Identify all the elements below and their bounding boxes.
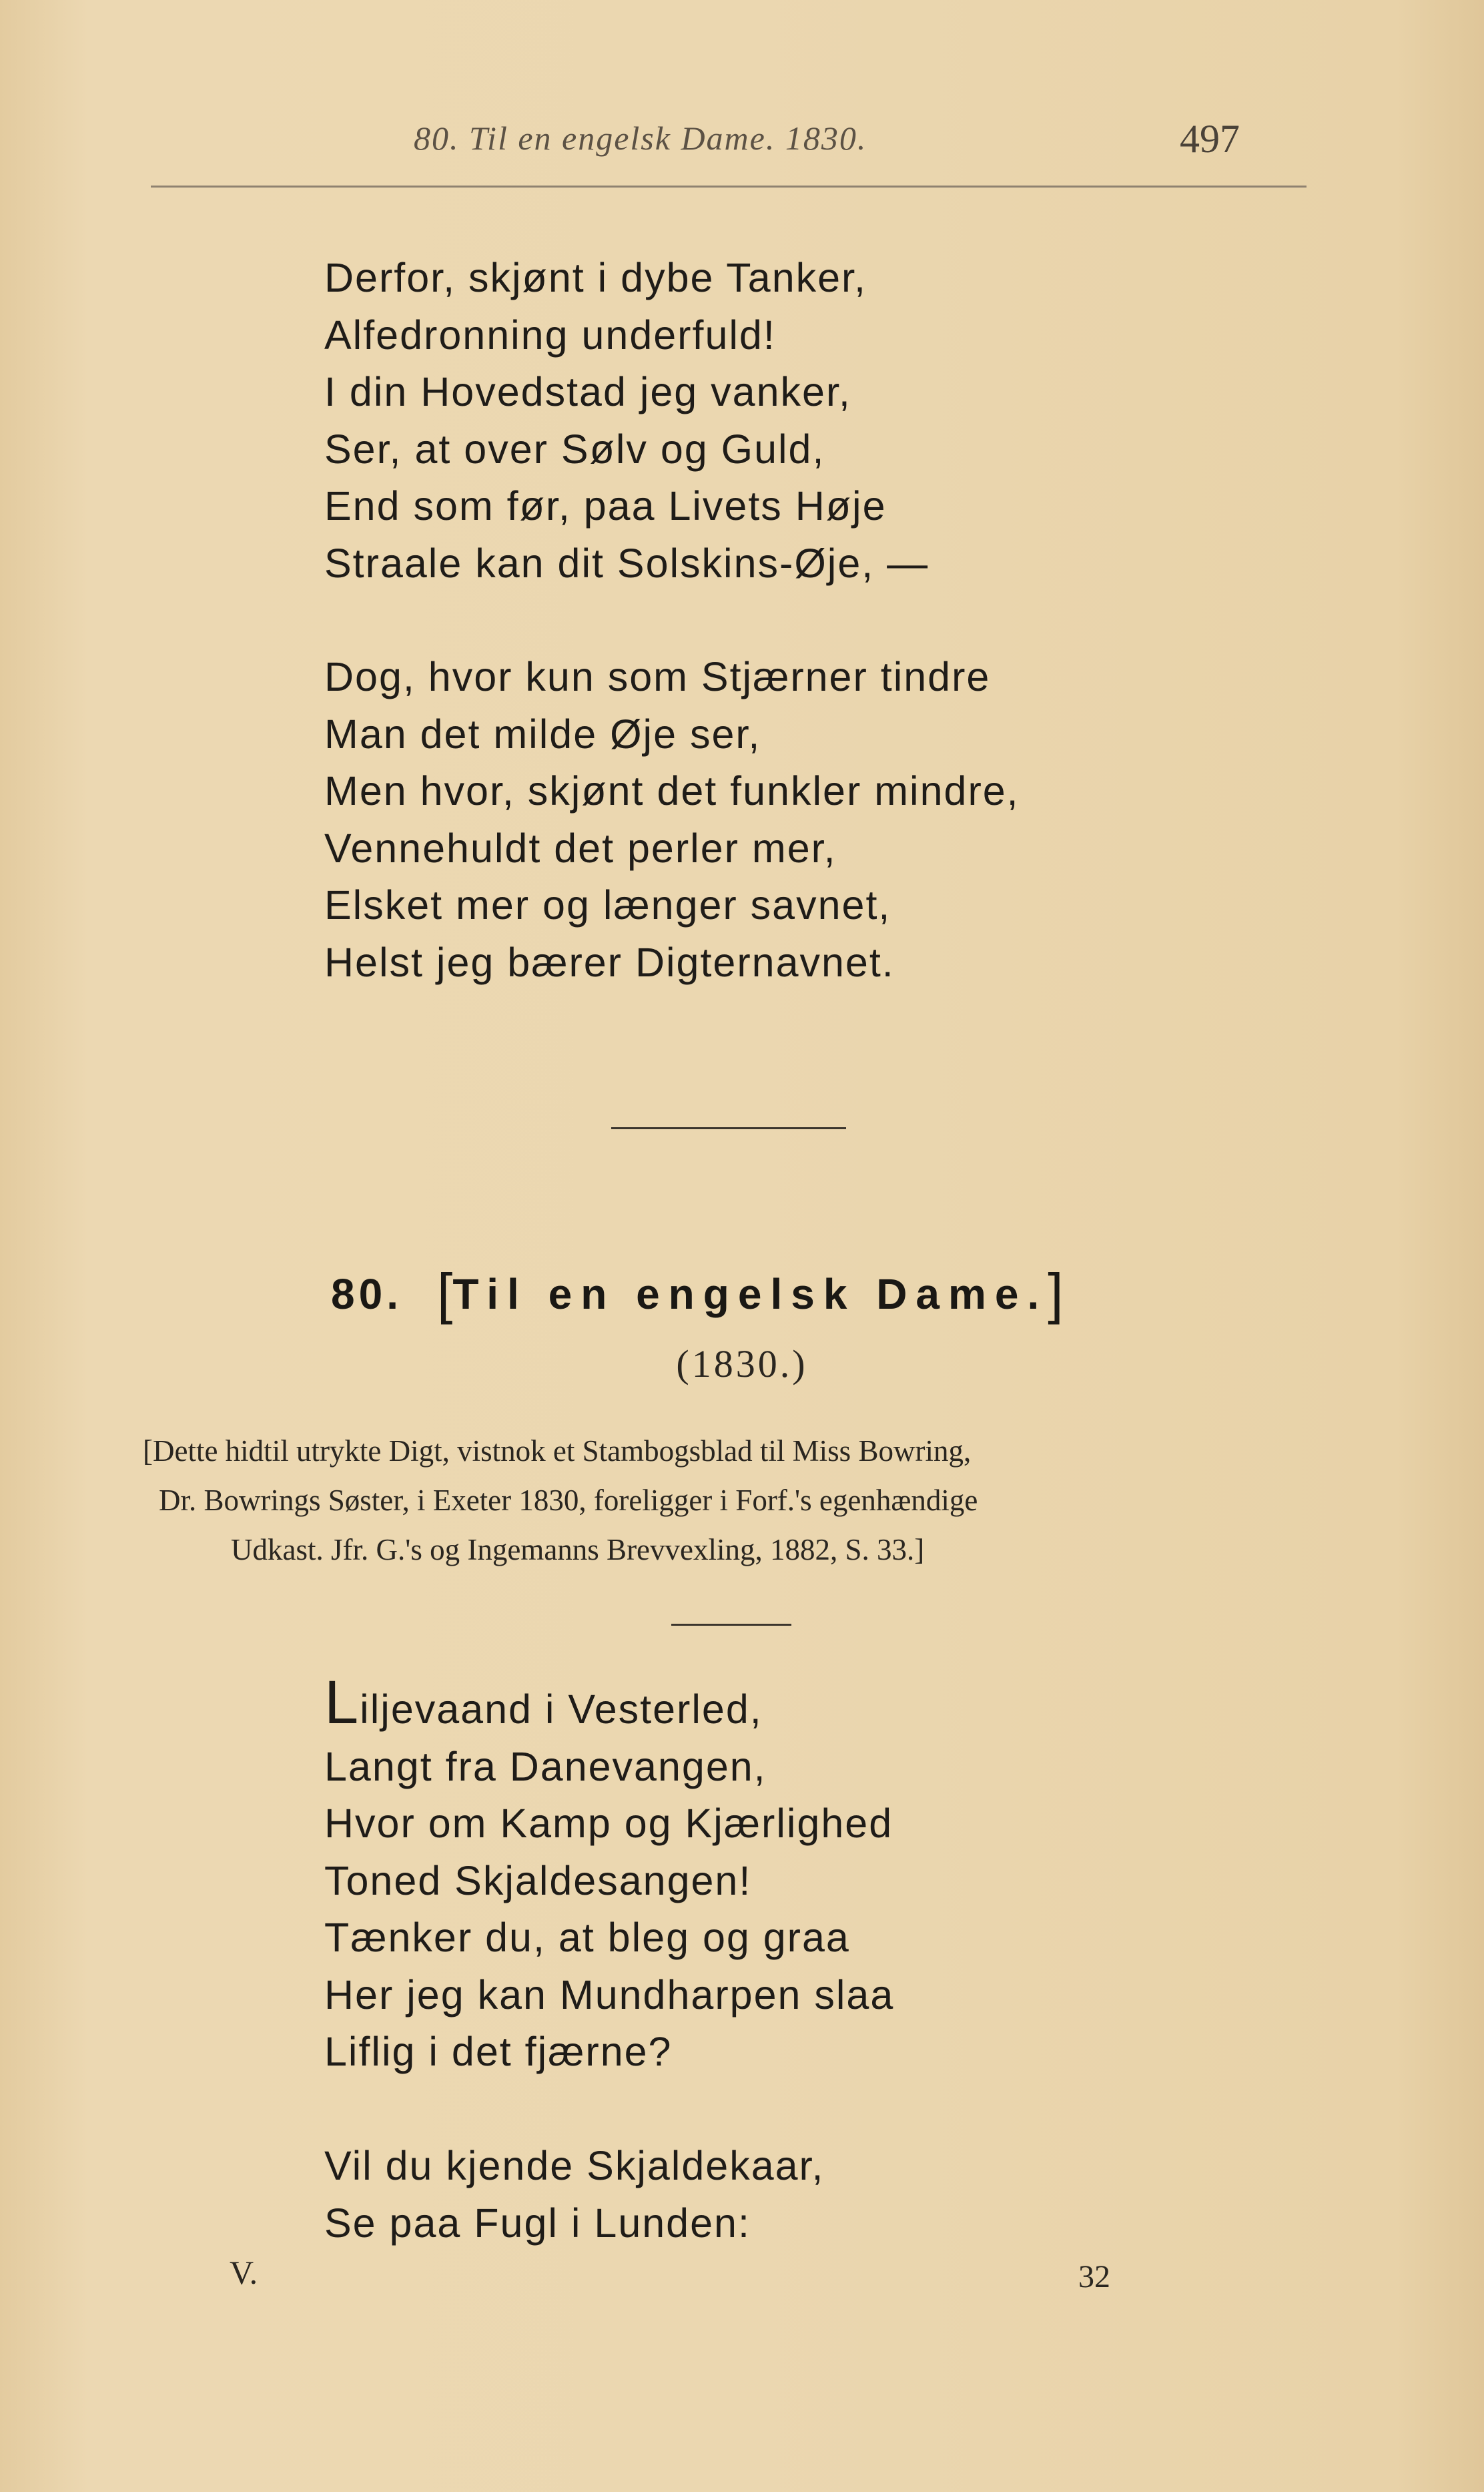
verse-line: Dog, hvor kun som Stjærner tindre bbox=[324, 654, 991, 699]
stanza-previous-1 bbox=[324, 250, 929, 592]
verse-line: Alfedronning underfuld! bbox=[324, 312, 776, 358]
sheet-number: 32 bbox=[1078, 2259, 1110, 2294]
drop-cap: L bbox=[324, 1668, 360, 1737]
editorial-note-line: Dr. Bowrings Søster, i Exeter 1830, foreligger i Forf.'s egenhændige bbox=[159, 1484, 978, 1517]
poem-title-text: Til en engelsk Dame. bbox=[452, 1270, 1048, 1318]
verse-line: Men hvor, skjønt det funkler mindre, bbox=[324, 768, 1020, 814]
verse-line: Derfor, skjønt i dybe Tanker, bbox=[324, 255, 867, 300]
verse-line: Helst jeg bærer Digternavnet. bbox=[324, 939, 895, 985]
verse-line: I din Hovedstad jeg vanker, bbox=[324, 369, 851, 414]
editorial-note-line: Udkast. Jfr. G.'s og Ingemanns Brevvexling, 1882, S. 33.] bbox=[231, 1533, 925, 1566]
editorial-note-line: [Dette hidtil utrykte Digt, vistnok et Stambogsblad til Miss Bowring, bbox=[143, 1434, 972, 1468]
running-head: 80. Til en engelsk Dame. 1830. bbox=[414, 119, 867, 157]
poem-year: (1830.) bbox=[676, 1342, 808, 1385]
poem-number: 80. bbox=[331, 1270, 402, 1318]
poem-title bbox=[331, 1261, 1064, 1326]
verse-line: End som før, paa Livets Høje bbox=[324, 483, 887, 529]
verse-line: Straale kan dit Solskins-Øje, — bbox=[324, 540, 930, 586]
verse-line: Tænker du, at bleg og graa bbox=[324, 1915, 850, 1960]
verse-line: Toned Skjaldesangen! bbox=[324, 1857, 752, 1903]
stanza-previous-2 bbox=[324, 649, 1020, 991]
verse-line: Vil du kjende Skjaldekaar, bbox=[324, 2143, 825, 2188]
verse-line: Man det milde Øje ser, bbox=[324, 711, 761, 757]
verse-line: Elsket mer og længer savnet, bbox=[324, 882, 891, 928]
poem-stanza-2 bbox=[324, 2138, 824, 2252]
verse-line: Langt fra Danevangen, bbox=[324, 1743, 767, 1789]
verse-line: Hvor om Kamp og Kjærlighed bbox=[324, 1801, 893, 1846]
section-divider bbox=[611, 1127, 846, 1129]
signature-mark: V. bbox=[230, 2254, 258, 2291]
poem-stanza-1 bbox=[324, 1668, 895, 2081]
verse-line: Se paa Fugl i Lunden: bbox=[324, 2200, 751, 2246]
header-rule bbox=[151, 186, 1307, 188]
first-line-text: iljevaand i Vesterled, bbox=[360, 1686, 763, 1732]
note-divider bbox=[671, 1624, 791, 1626]
title-bracket-open: [ bbox=[436, 1262, 453, 1325]
verse-line: Vennehuldt det perler mer, bbox=[324, 825, 837, 871]
verse-line: Her jeg kan Mundharpen slaa bbox=[324, 1971, 895, 2017]
verse-line-first bbox=[324, 1668, 894, 1739]
verse-line: Liflig i det fjærne? bbox=[324, 2029, 673, 2074]
verse-line: Ser, at over Sølv og Guld, bbox=[324, 426, 825, 472]
page-number: 497 bbox=[1180, 117, 1240, 161]
title-bracket-close: ] bbox=[1048, 1262, 1064, 1325]
